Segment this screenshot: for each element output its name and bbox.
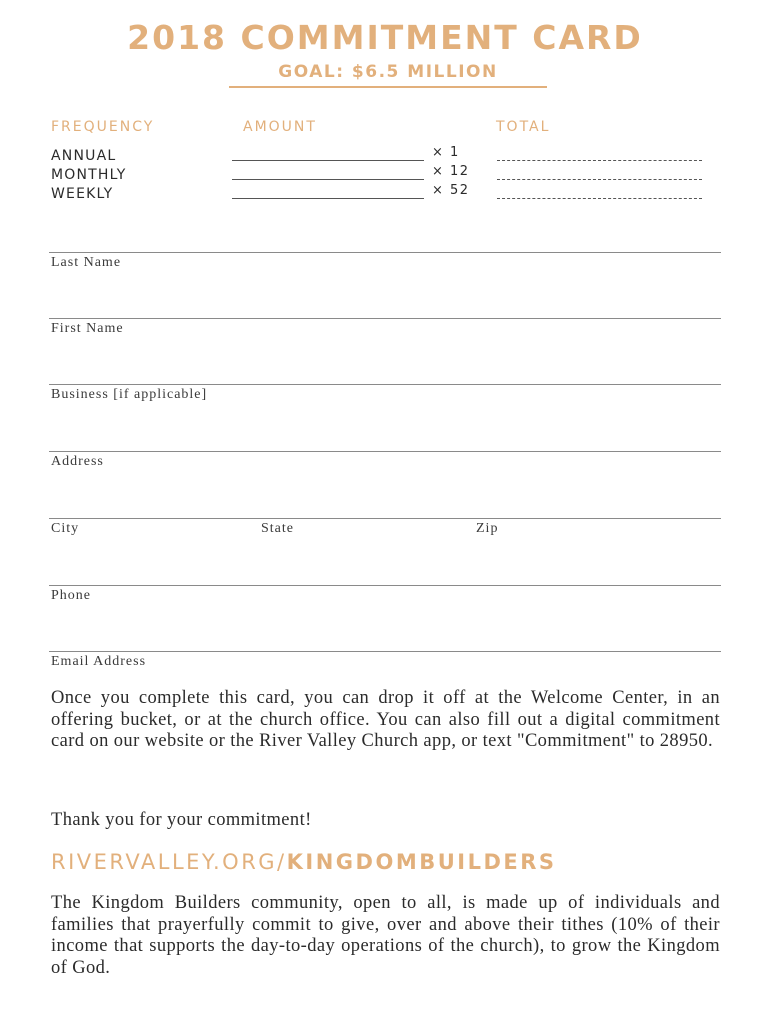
email-label: Email Address bbox=[51, 654, 147, 669]
url-prefix: RIVERVALLEY.ORG/ bbox=[51, 850, 287, 874]
column-header-amount: AMOUNT bbox=[243, 119, 317, 135]
website-url bbox=[51, 850, 721, 874]
card-title: 2018 COMMITMENT CARD bbox=[127, 18, 643, 57]
last-name-field[interactable] bbox=[49, 252, 721, 253]
business-field[interactable] bbox=[49, 384, 721, 385]
zip-label: Zip bbox=[476, 521, 499, 536]
business-label: Business [if applicable] bbox=[51, 387, 208, 402]
total-monthly-field[interactable] bbox=[497, 179, 702, 180]
frequency-annual: ANNUAL bbox=[51, 148, 117, 164]
first-name-field[interactable] bbox=[49, 318, 721, 319]
multiplier-monthly: × 12 bbox=[432, 164, 470, 179]
phone-label: Phone bbox=[51, 588, 91, 603]
first-name-label: First Name bbox=[51, 321, 124, 336]
column-header-frequency: FREQUENCY bbox=[51, 119, 155, 135]
email-field[interactable] bbox=[49, 651, 721, 652]
total-weekly-field[interactable] bbox=[497, 198, 702, 199]
city-label: City bbox=[51, 521, 80, 536]
amount-monthly-field[interactable] bbox=[232, 179, 424, 180]
address-label: Address bbox=[51, 454, 104, 469]
state-label: State bbox=[261, 521, 294, 536]
frequency-weekly: WEEKLY bbox=[51, 186, 114, 202]
amount-weekly-field[interactable] bbox=[232, 198, 424, 199]
total-annual-field[interactable] bbox=[497, 160, 702, 161]
instructions-paragraph: Once you complete this card, you can drop it off at the Welcome Center, in an offering bucket, or at the church office. You can also fill out a digital commitment card on our website or the River Valley Church app, or text "Commitment" to 28950. bbox=[51, 688, 720, 751]
address-field[interactable] bbox=[49, 451, 721, 452]
multiplier-annual: × 1 bbox=[432, 145, 460, 160]
amount-annual-field[interactable] bbox=[232, 160, 424, 161]
last-name-label: Last Name bbox=[51, 255, 122, 270]
frequency-monthly: MONTHLY bbox=[51, 167, 127, 183]
column-header-total: TOTAL bbox=[496, 119, 551, 135]
url-suffix: KINGDOMBUILDERS bbox=[286, 850, 557, 874]
phone-field[interactable] bbox=[49, 585, 721, 586]
goal-heading: GOAL: $6.5 MILLION bbox=[229, 62, 547, 88]
multiplier-weekly: × 52 bbox=[432, 183, 470, 198]
about-paragraph: The Kingdom Builders community, open to all, is made up of individuals and families that prayerfully commit to give, over and above their tithes (10% of their income that supports the day-to-day operations of the church), to grow the Kingdom of God. bbox=[51, 893, 720, 978]
thank-you-text: Thank you for your commitment! bbox=[51, 810, 312, 830]
city-state-zip-field[interactable] bbox=[49, 518, 721, 519]
